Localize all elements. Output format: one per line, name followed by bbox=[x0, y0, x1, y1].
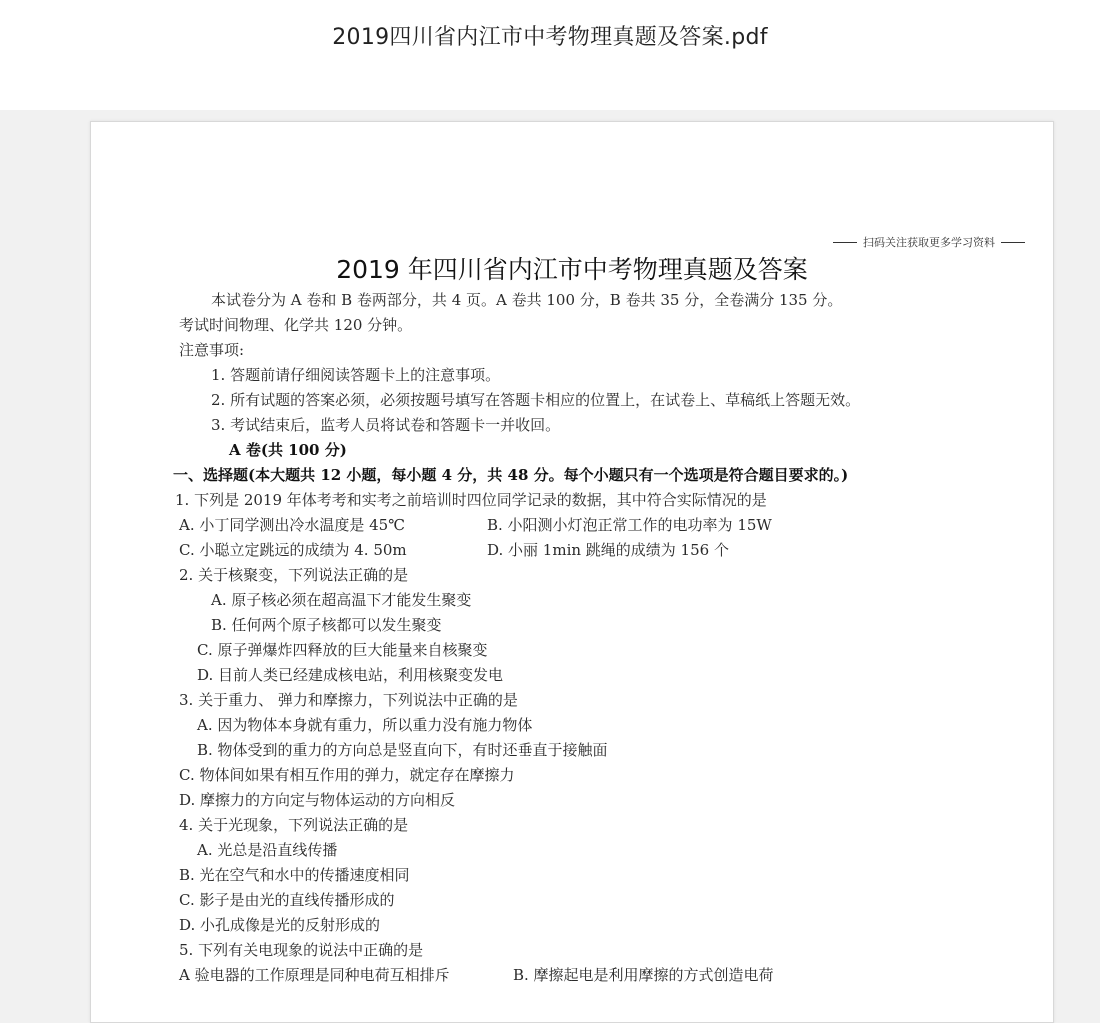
q2-option-a: A. 原子核必须在超高温下才能发生聚变 bbox=[211, 591, 472, 609]
q3-option-c: C. 物体间如果有相互作用的弹力，就定存在摩擦力 bbox=[179, 766, 515, 784]
q1-option-c: C. 小聪立定跳远的成绩为 4. 50m bbox=[179, 541, 407, 559]
question-2: 2. 关于核聚变，下列说法正确的是 bbox=[179, 566, 409, 584]
q1-option-a: A. 小丁同学测出冷水温度是 45℃ bbox=[179, 516, 406, 534]
q3-option-a: A. 因为物体本身就有重力，所以重力没有施力物体 bbox=[197, 716, 533, 734]
q2-option-c: C. 原子弹爆炸四释放的巨大能量来自核聚变 bbox=[197, 641, 488, 659]
pdf-page[interactable] bbox=[90, 121, 1054, 1023]
section-a-heading: A 卷(共 100 分) bbox=[229, 441, 347, 459]
q1-option-d: D. 小丽 1min 跳绳的成绩为 156 个 bbox=[487, 541, 729, 559]
question-5: 5. 下列有关电现象的说法中正确的是 bbox=[179, 941, 424, 959]
intro-line-2: 考试时间物理、化学共 120 分钟。 bbox=[179, 316, 413, 334]
q4-option-d: D. 小孔成像是光的反射形成的 bbox=[179, 916, 381, 934]
q3-option-d: D. 摩擦力的方向定与物体运动的方向相反 bbox=[179, 791, 456, 809]
intro-line-1: 本试卷分为 A 卷和 B 卷两部分，共 4 页。A 卷共 100 分，B 卷共 35 分，全卷满分 135 分。 bbox=[211, 291, 843, 309]
q5-option-b: B. 摩擦起电是利用摩擦的方式创造电荷 bbox=[513, 966, 774, 984]
note-1: 1. 答题前请仔细阅读答题卡上的注意事项。 bbox=[211, 366, 501, 384]
question-3: 3. 关于重力、 弹力和摩擦力，下列说法中正确的是 bbox=[179, 691, 518, 709]
q4-option-a: A. 光总是沿直线传播 bbox=[197, 841, 338, 859]
note-3: 3. 考试结束后，监考人员将试卷和答题卡一并收回。 bbox=[211, 416, 561, 434]
note-2: 2. 所有试题的答案必须，必须按题号填写在答题卡相应的位置上，在试卷上、草稿纸上答题无效。 bbox=[211, 391, 861, 409]
q1-option-b: B. 小阳测小灯泡正常工作的电功率为 15W bbox=[487, 516, 772, 534]
q2-option-d: D. 目前人类已经建成核电站，利用核聚变发电 bbox=[197, 666, 504, 684]
watermark-rule-right bbox=[1001, 242, 1025, 243]
q2-option-b: B. 任何两个原子核都可以发生聚变 bbox=[211, 616, 442, 634]
q3-option-b: B. 物体受到的重力的方向总是竖直向下，有时还垂直于接触面 bbox=[197, 741, 608, 759]
watermark-rule-left bbox=[833, 242, 857, 243]
document-title: 2019 年四川省内江市中考物理真题及答案 bbox=[336, 255, 808, 284]
question-4: 4. 关于光现象，下列说法正确的是 bbox=[179, 816, 409, 834]
q4-option-c: C. 影子是由光的直线传播形成的 bbox=[179, 891, 395, 909]
part-1-heading: 一、选择题(本大题共 12 小题，每小题 4 分，共 48 分。每个小题只有一个选项是符合题目要求的。) bbox=[173, 466, 849, 484]
q5-option-a: A 验电器的工作原理是同种电荷互相排斥 bbox=[179, 966, 450, 984]
viewer-header bbox=[0, 0, 1100, 110]
q4-option-b: B. 光在空气和水中的传播速度相同 bbox=[179, 866, 410, 884]
notes-heading: 注意事项: bbox=[179, 341, 245, 359]
question-1: 1. 下列是 2019 年体考考和实考之前培训时四位同学记录的数据，其中符合实际情况的是 bbox=[175, 491, 767, 509]
watermark-text: 扫码关注获取更多学习资料 bbox=[863, 236, 995, 249]
watermark bbox=[833, 234, 1025, 250]
file-title: 2019四川省内江市中考物理真题及答案.pdf bbox=[332, 25, 768, 50]
